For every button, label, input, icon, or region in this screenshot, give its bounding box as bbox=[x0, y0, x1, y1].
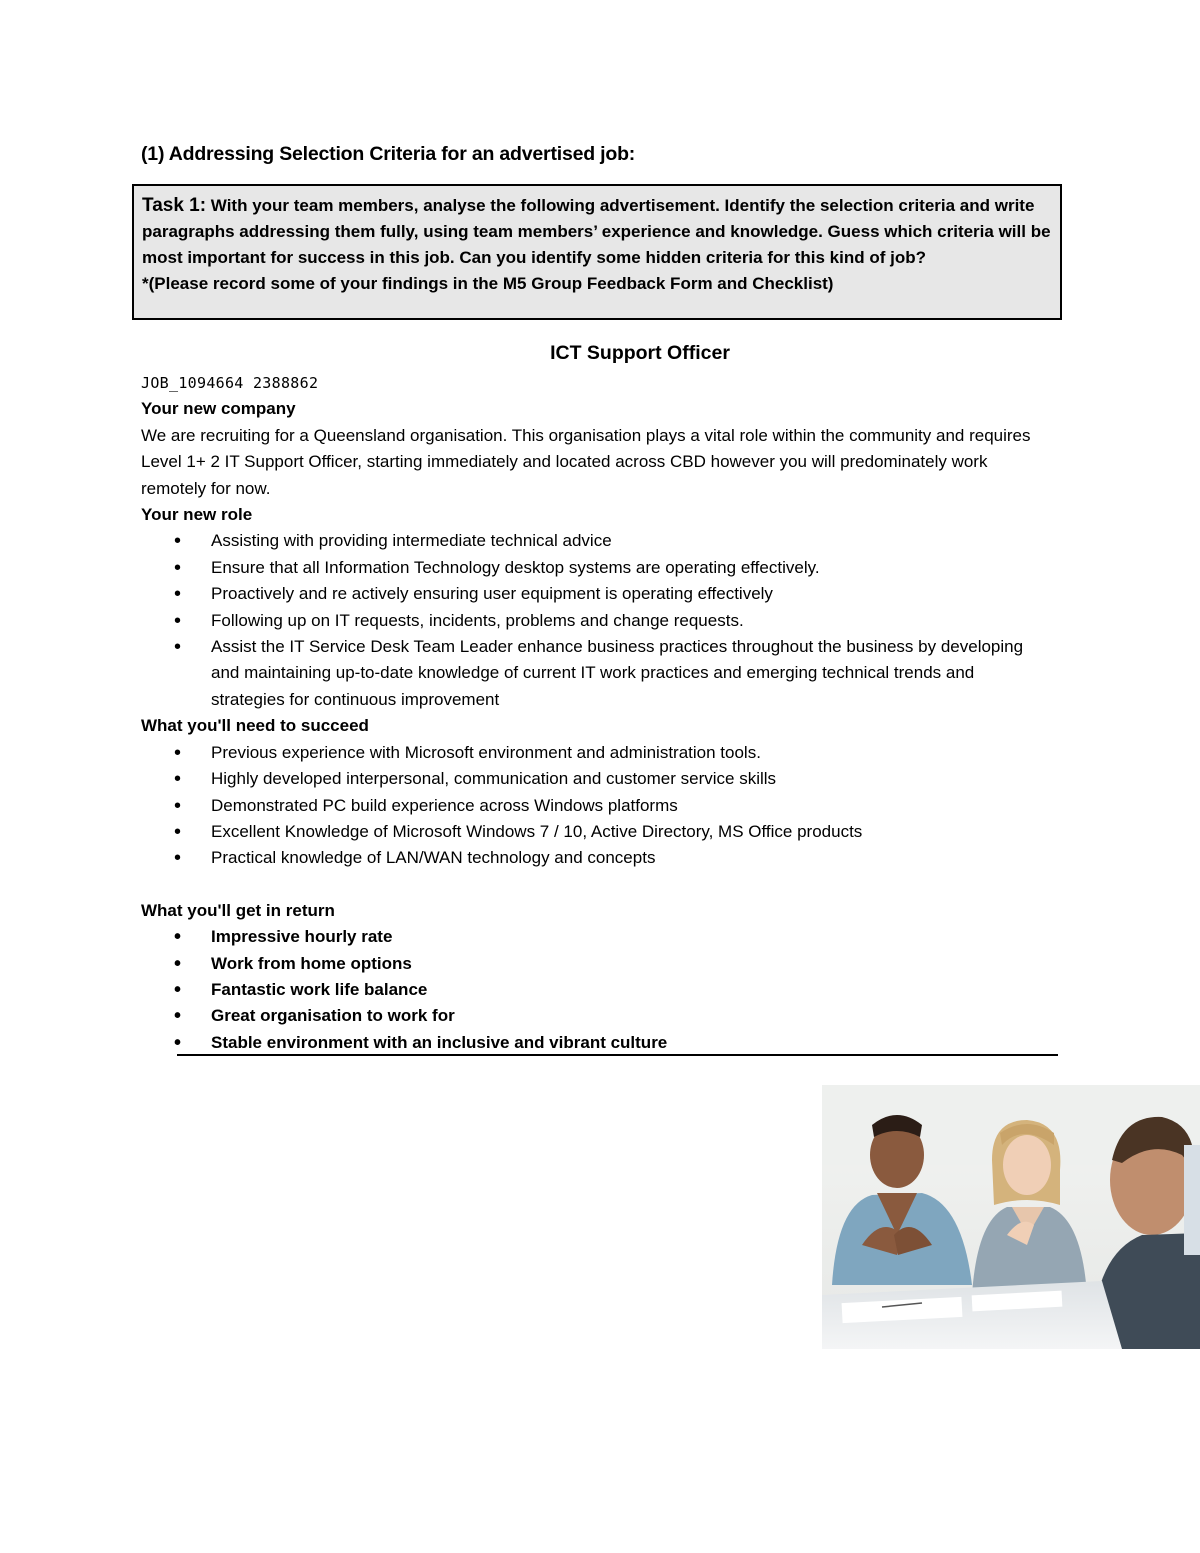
list-item: • Impressive hourly rate bbox=[141, 924, 1041, 950]
job-id: JOB_1094664 2388862 bbox=[141, 374, 319, 392]
job-title: ICT Support Officer bbox=[550, 342, 730, 364]
list-item: • Previous experience with Microsoft environment and administration tools. bbox=[141, 740, 1041, 766]
return-list bbox=[141, 924, 1041, 1056]
list-item: • Assist the IT Service Desk Team Leader enhance business practices throughout the business by developing and maintaining up-to-date knowledge of current IT work practices and emerging technical trends and strategies for continuous improvement bbox=[141, 634, 1041, 713]
list-item: • Following up on IT requests, incidents, problems and change requests. bbox=[141, 608, 1041, 634]
spacer bbox=[141, 872, 1041, 898]
company-heading: Your new company bbox=[141, 399, 296, 419]
task-box bbox=[132, 184, 1062, 320]
list-item: • Proactively and re actively ensuring user equipment is operating effectively bbox=[141, 581, 1041, 607]
task-label: Task 1: bbox=[142, 195, 207, 216]
interview-photo bbox=[822, 1085, 1200, 1349]
horizontal-rule bbox=[177, 1054, 1058, 1056]
task-text: With your team members, analyse the following advertisement. Identify the selection criteria and write paragraphs addressing them fully, using team members’ experience and knowledge. Guess which criteria will be most important for success in this job. Can you identify some hidden criteria for this kind of job? bbox=[142, 196, 1051, 267]
job-advertisement bbox=[141, 370, 1041, 1056]
return-heading: What you'll get in return bbox=[141, 900, 335, 920]
succeed-heading: What you'll need to succeed bbox=[141, 716, 369, 736]
list-item: • Practical knowledge of LAN/WAN technology and concepts bbox=[141, 845, 1041, 871]
list-item: • Work from home options bbox=[141, 951, 1041, 977]
list-item: • Highly developed interpersonal, communication and customer service skills bbox=[141, 766, 1041, 792]
role-list bbox=[141, 528, 1041, 713]
company-text: We are recruiting for a Queensland organisation. This organisation plays a vital role within the community and requires Level 1+ 2 IT Support Officer, starting immediately and located across CBD however you will predominately work remotely for now. bbox=[141, 425, 1031, 498]
list-item: • Excellent Knowledge of Microsoft Windows 7 / 10, Active Directory, MS Office products bbox=[141, 819, 1041, 845]
list-item: • Ensure that all Information Technology desktop systems are operating effectively. bbox=[141, 555, 1041, 581]
list-item: • Great organisation to work for bbox=[141, 1003, 1041, 1029]
succeed-list bbox=[141, 740, 1041, 872]
list-item: • Stable environment with an inclusive and vibrant culture bbox=[141, 1030, 1041, 1056]
list-item: • Demonstrated PC build experience across Windows platforms bbox=[141, 793, 1041, 819]
list-item: • Assisting with providing intermediate technical advice bbox=[141, 528, 1041, 554]
role-heading: Your new role bbox=[141, 505, 253, 525]
list-item: • Fantastic work life balance bbox=[141, 977, 1041, 1003]
section-heading: (1) Addressing Selection Criteria for an advertised job: bbox=[141, 143, 636, 165]
task-note: *(Please record some of your findings in the M5 Group Feedback Form and Checklist) bbox=[142, 274, 834, 293]
